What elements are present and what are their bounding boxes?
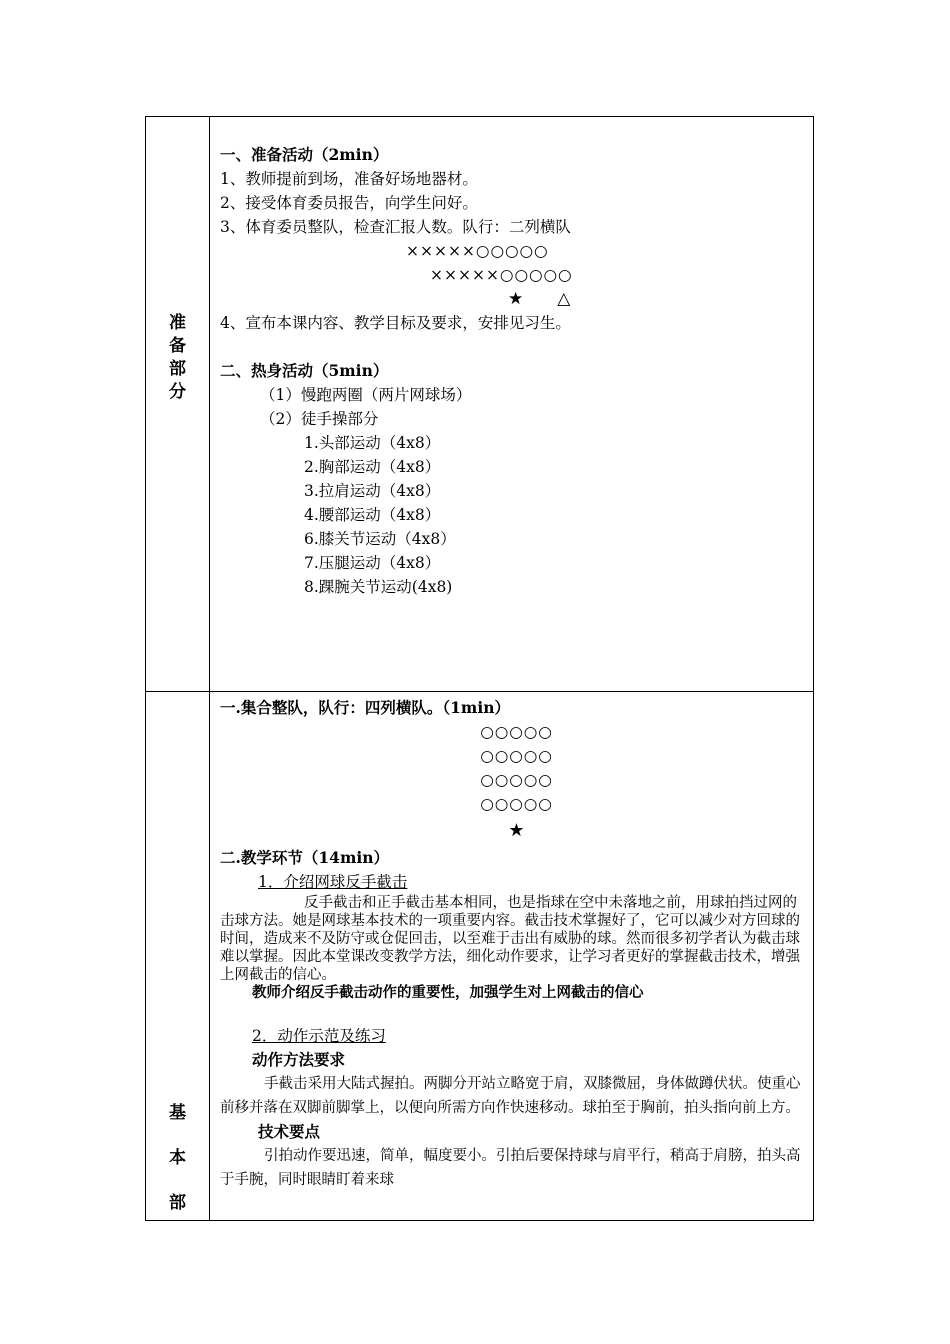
prep-heading-2: 二、热身活动（5min） xyxy=(220,361,389,380)
basic-label-char: 部 xyxy=(169,1193,186,1213)
basic-section-row xyxy=(146,692,814,1221)
prep-item: 4、宣布本课内容、教学目标及要求，安排见习生。 xyxy=(220,314,571,332)
prep-content-cell xyxy=(210,117,814,692)
exercise-item: 2.胸部运动（4x8） xyxy=(304,458,441,476)
basic-label-char: 基 xyxy=(169,1103,186,1123)
basic-content-cell xyxy=(210,692,814,1221)
prep-item: 2、接受体育委员报告，向学生问好。 xyxy=(220,194,478,212)
formation-row: ○○○○○ xyxy=(480,771,553,789)
formation-row: ×××××○○○○○ xyxy=(430,266,573,284)
exercise-item: 6.膝关节运动（4x8） xyxy=(304,530,456,548)
exercise-item: 4.腰部运动（4x8） xyxy=(304,506,441,524)
prep-label-char: 准 xyxy=(169,313,186,333)
prep-label-char: 分 xyxy=(169,382,186,402)
exercise-item: 3.拉肩运动（4x8） xyxy=(304,482,441,500)
technique-heading: 技术要点 xyxy=(258,1122,321,1141)
intro-emphasis: 教师介绍反手截击动作的重要性，加强学生对上网截击的信心 xyxy=(252,984,644,1001)
prep-item: 1、教师提前到场，准备好场地器材。 xyxy=(220,170,478,188)
prep-label-char: 备 xyxy=(169,336,186,356)
technique-paragraph: 引拍动作要迅速，简单，幅度要小。引拍后要保持球与肩平行，稍高于肩膀，拍头高于手腕，同时眼睛盯着来球 xyxy=(220,1148,801,1188)
formation-row: ×××××○○○○○ xyxy=(406,242,549,260)
prep-label-cell xyxy=(146,117,210,692)
method-paragraph: 手截击采用大陆式握拍。两脚分开站立略宽于肩，双膝微屈，身体做蹲伏状。使重心前移并落在双脚前脚掌上，以便向所需方向作快速移动。球拍至于胸前，拍头指向前上方。 xyxy=(220,1076,801,1116)
warmup-item: （1）慢跑两圈（两片网球场） xyxy=(260,386,472,404)
exercise-item: 1.头部运动（4x8） xyxy=(304,434,441,452)
lesson-plan-table xyxy=(145,116,814,1221)
formation-row: ○○○○○ xyxy=(480,795,553,813)
section-title: 1．介绍网球反手截击 xyxy=(258,873,408,891)
teacher-star: ★ xyxy=(508,820,525,841)
exercise-item: 8.踝腕关节运动(4x8) xyxy=(304,578,453,596)
prep-heading-1: 一、准备活动（2min） xyxy=(220,145,389,164)
warmup-item: （2）徒手操部分 xyxy=(260,410,379,428)
basic-heading-1: 一.集合整队，队行：四列横队。（1min） xyxy=(220,698,510,717)
exercise-item: 7.压腿运动（4x8） xyxy=(304,554,441,572)
formation-row: ○○○○○ xyxy=(480,747,553,765)
prep-section-row xyxy=(146,117,814,692)
basic-heading-2: 二.教学环节（14min） xyxy=(220,848,390,867)
section-title: 2．动作示范及练习 xyxy=(252,1027,386,1045)
method-heading: 动作方法要求 xyxy=(252,1050,346,1069)
intro-paragraph: 反手截击和正手截击基本相同，也是指球在空中未落地之前，用球拍挡过网的击球方法。她是网球基本技术的一项重要内容。截击技术掌握好了，它可以减少对方回球的时间，造成来不及防守或仓促回击，以至难于击出有威胁的球。然而很多初学者认为截击球难以掌握。因此本堂课改变教学方法，细化动作要求，让学习者更好的掌握截击技术，增强上网截击的信心。 xyxy=(220,895,800,983)
prep-item: 3、体育委员整队，检查汇报人数。队行：二列横队 xyxy=(220,218,571,236)
formation-row: ○○○○○ xyxy=(480,723,553,741)
basic-label-cell xyxy=(146,692,210,1221)
prep-label-char: 部 xyxy=(169,359,186,379)
basic-label-char: 本 xyxy=(169,1148,186,1168)
formation-markers: ★ △ xyxy=(508,289,571,309)
